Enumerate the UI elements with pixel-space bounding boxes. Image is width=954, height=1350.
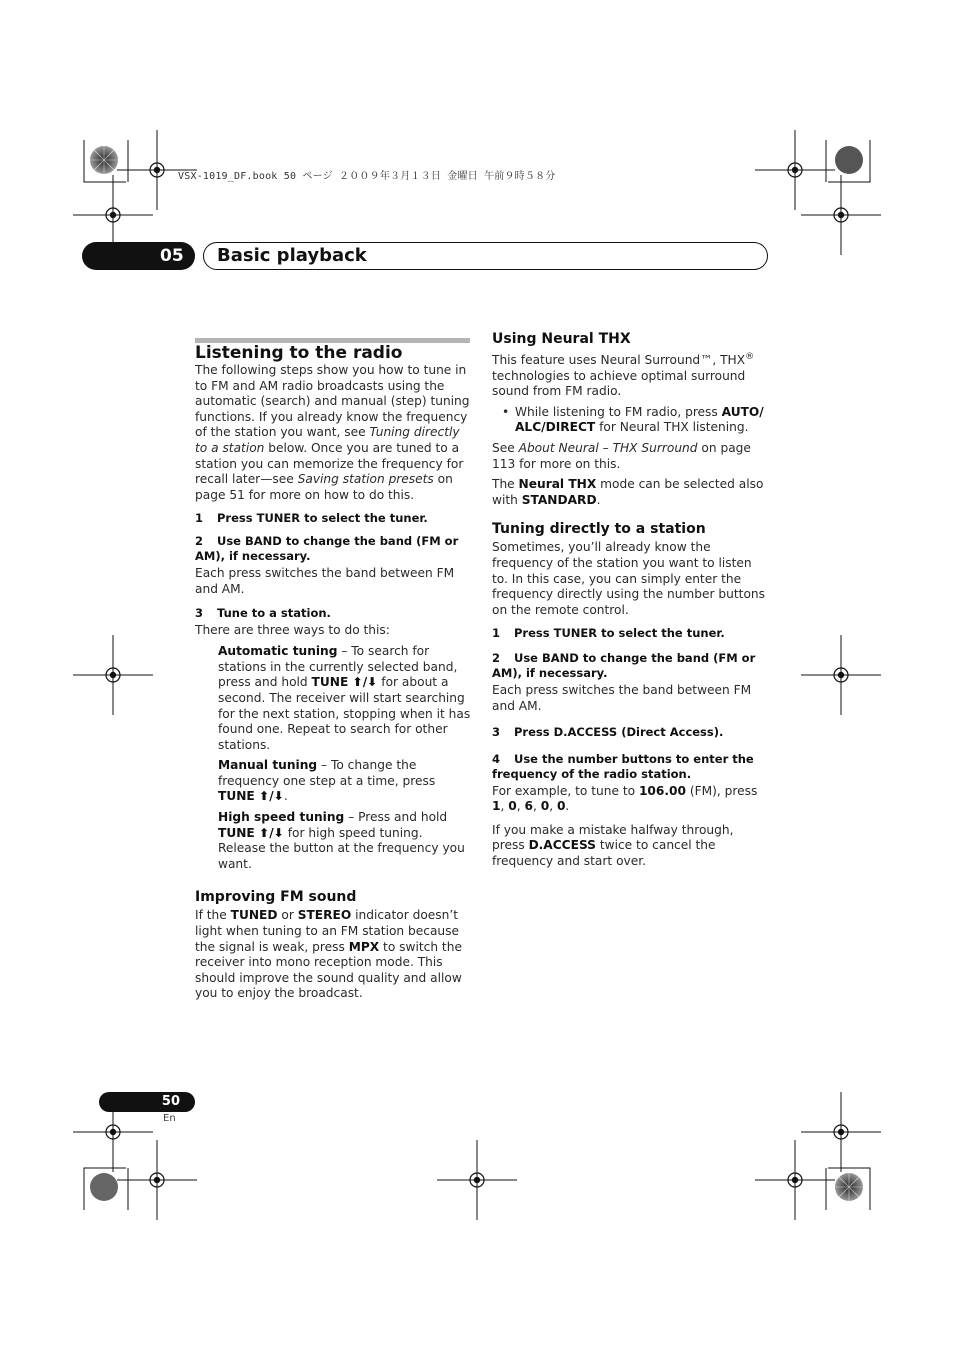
direct-step-2: 2 Use BAND to change the band (FM or AM), if necessary. bbox=[492, 651, 756, 681]
thx-bullet: • While listening to FM radio, press AUTO/ ALC/DIRECT for Neural THX listening. bbox=[502, 404, 764, 435]
chapter-title: Basic playback bbox=[217, 245, 367, 266]
page-number-badge bbox=[99, 1092, 195, 1112]
method-manual: Manual tuning – To change the frequency one step at a time, press TUNE ⬆/⬇. bbox=[218, 758, 436, 804]
thx-see: See About Neural – THX Surround on page 113 for more on this. bbox=[492, 441, 751, 471]
section-heading: Listening to the radio bbox=[195, 343, 403, 363]
left-column bbox=[195, 343, 471, 1007]
thx-heading: Using Neural THX bbox=[492, 331, 631, 347]
page-language: En bbox=[163, 1113, 176, 1124]
right-column bbox=[492, 330, 768, 875]
chapter-number: 05 bbox=[160, 246, 184, 266]
direct-mistake: If you make a mistake halfway through, press D.ACCESS twice to cancel the frequency and start over. bbox=[492, 822, 734, 868]
direct-step-3: 3 Press D.ACCESS (Direct Access). bbox=[492, 724, 724, 739]
page-number: 50 bbox=[161, 1094, 180, 1109]
direct-step-2-note: Each press switches the band between FM and AM. bbox=[492, 683, 752, 713]
thx-mode: The Neural THX mode can be selected also with STANDARD. bbox=[492, 477, 764, 507]
direct-example: For example, to tune to 106.00 (FM), press 1, 0, 6, 0, 0. bbox=[492, 783, 758, 814]
direct-heading: Tuning directly to a station bbox=[492, 521, 706, 538]
direct-step-4: 4 Use the number buttons to enter the frequency of the radio station. bbox=[492, 751, 754, 781]
step-3-note: There are three ways to do this: bbox=[195, 622, 390, 637]
direct-step-1: 1 Press TUNER to select the tuner. bbox=[492, 626, 725, 641]
step-1: 1 Press TUNER to select the tuner. bbox=[195, 511, 428, 526]
tuning-methods bbox=[195, 644, 471, 872]
fm-heading: Improving FM sound bbox=[195, 889, 357, 906]
print-info-line: VSX-1019_DF.book 50 ページ ２００９年３月１３日 金曜日 午前９時５８分 bbox=[178, 171, 556, 182]
intro-paragraph: The following steps show you how to tune in to FM and AM radio broadcasts using the automatic (search) and manual (step) tuning functions. If you already know the frequency of the station you want, see Tuning directly to a station below. Once you are tuned to a station you can memorize the frequency for recall later—see Saving station presets on page 51 for more on how to do this. bbox=[195, 363, 470, 502]
thx-intro: This feature uses Neural Surround™, THX® technologies to achieve optimal surround sound from FM radio. bbox=[492, 352, 755, 399]
method-automatic: Automatic tuning – To search for stations in the currently selected band, press and hold TUNE ⬆/⬇ for about a second. The receiver will start searching for the next station, stopping when it has found one. Repeat to search for other stations. bbox=[218, 644, 471, 752]
step-2: 2 Use BAND to change the band (FM or AM), if necessary. bbox=[195, 534, 459, 564]
method-high-speed: High speed tuning – Press and hold TUNE ⬆/⬇ for high speed tuning. Release the button at the frequency you want. bbox=[218, 810, 465, 871]
fm-paragraph: If the TUNED or STEREO indicator doesn’t light when tuning to an FM station because the signal is weak, press MPX to switch the receiver into mono reception mode. This should improve the sound quality and allow you to enjoy the broadcast. bbox=[195, 908, 462, 1001]
step-2-note: Each press switches the band between FM and AM. bbox=[195, 566, 455, 596]
direct-intro: Sometimes, you’ll already know the frequency of the station you want to listen to. In this case, you can simply enter the frequency directly using the number buttons on the remote control. bbox=[492, 540, 765, 617]
step-3: 3 Tune to a station. bbox=[195, 605, 331, 620]
